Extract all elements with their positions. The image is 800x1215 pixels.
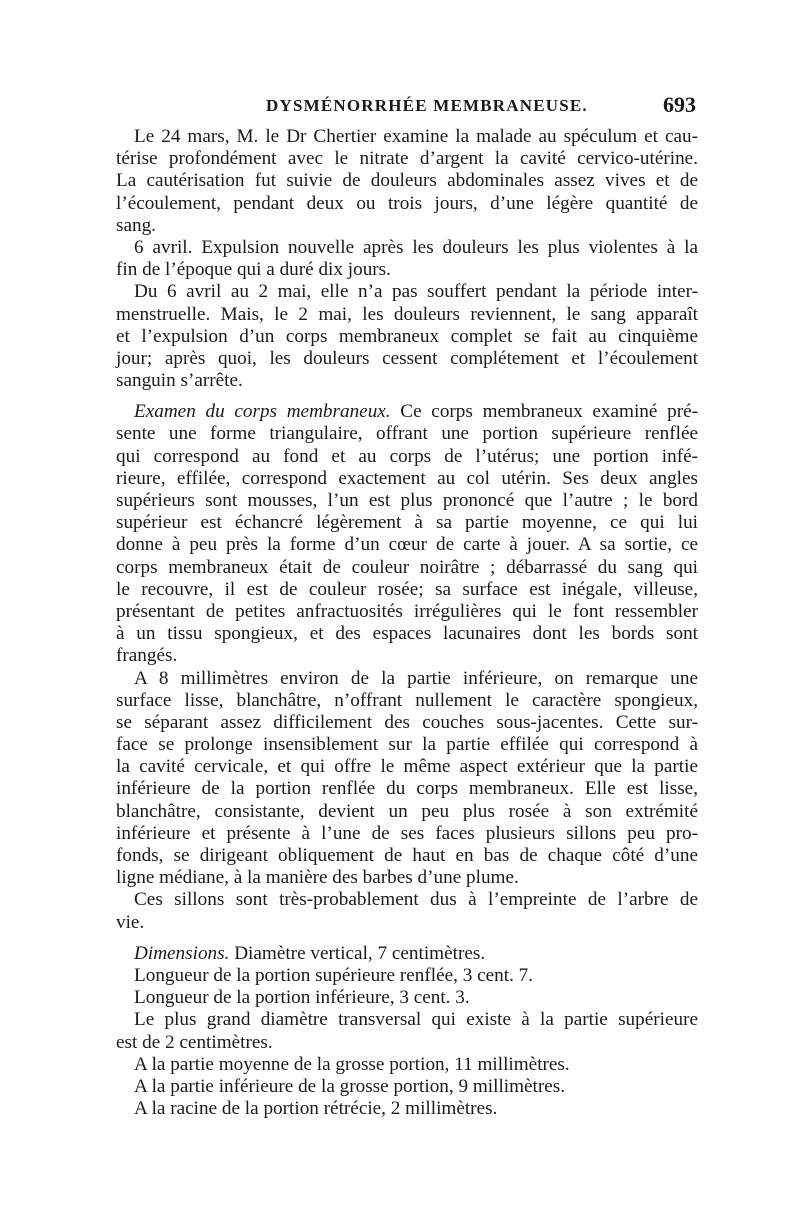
text-line: corps membraneux était de couleur noirâtre ; débarrassé du sang qui bbox=[116, 556, 698, 578]
text-line: qui correspond au fond et au corps de l’utérus; une portion infé- bbox=[116, 445, 698, 467]
text-line: sente une forme triangulaire, offrant une portion supérieure renflée bbox=[116, 423, 698, 445]
running-title: DYSMÉNORRHÉE MEMBRANEUSE. bbox=[266, 96, 588, 115]
text-line: Le 24 mars, M. le Dr Chertier examine la malade au spéculum et cau- bbox=[134, 126, 698, 147]
text-line: fin de l’époque qui a duré dix jours. bbox=[116, 259, 391, 281]
text-line: sang. bbox=[116, 214, 156, 236]
text-line: Longueur de la portion supérieure renflée, 3 cent. 7. bbox=[134, 964, 534, 986]
section-lead: Examen du corps membraneux. bbox=[134, 401, 391, 423]
paragraph-gap bbox=[116, 392, 698, 401]
text-line: Ces sillons sont très-probablement dus à l’empreinte de l’arbre de bbox=[134, 889, 698, 911]
text-line: donne à peu près la forme d’un cœur de carte à jouer. A sa sortie, ce bbox=[116, 534, 698, 556]
body-text bbox=[116, 126, 698, 1120]
text-line: blanchâtre, consistante, devient un peu plus rosée à son extrémité bbox=[116, 800, 698, 822]
text-line: frangés. bbox=[116, 645, 178, 667]
text-line: Le plus grand diamètre transversal qui existe à la partie supérieure bbox=[134, 1009, 698, 1031]
text-line: La cautérisation fut suivie de douleurs abdominales assez vives et de bbox=[116, 170, 698, 192]
text-line: supérieurs sont mousses, l’un est plus prononcé que l’autre ; le bord bbox=[116, 490, 698, 511]
text-line: Du 6 avril au 2 mai, elle n’a pas souffert pendant la période inter- bbox=[134, 281, 698, 303]
text-line: présentant de petites anfractuosités irrégulières qui le font ressembler bbox=[116, 600, 698, 622]
text-line: supérieur est échancré légèrement à sa partie moyenne, ce qui lui bbox=[116, 512, 698, 534]
paragraph-gap bbox=[116, 934, 698, 943]
text-line: A la partie moyenne de la grosse portion, 11 millimètres. bbox=[134, 1053, 570, 1075]
section-lead: Dimensions. bbox=[134, 942, 230, 964]
text-line: A la partie inférieure de la grosse portion, 9 millimètres. bbox=[134, 1075, 566, 1097]
text-line: jour; après quoi, les douleurs cessent complétement et l’écoulement bbox=[116, 347, 698, 369]
text-line: à un tissu spongieux, et des espaces lacunaires dont les bords sont bbox=[116, 623, 698, 645]
text-line bbox=[116, 943, 698, 965]
text-line: la cavité cervicale, et qui offre le même aspect extérieur que la partie bbox=[116, 756, 698, 778]
text-line: fonds, se dirigeant obliquement de haut en bas de chaque côté d’une bbox=[116, 845, 698, 866]
text-line: le recouvre, il est de couleur rosée; sa surface est inégale, villeuse, bbox=[116, 578, 698, 600]
text-line: menstruelle. Mais, le 2 mai, les douleurs reviennent, le sang apparaît bbox=[116, 303, 698, 325]
text-line: vie. bbox=[116, 911, 145, 933]
text-line: et l’expulsion d’un corps membraneux complet se fait au cinquième bbox=[116, 325, 698, 347]
text-line: l’écoulement, pendant deux ou trois jours, d’une légère quantité de bbox=[116, 192, 698, 214]
text-line: inférieure de la portion renflée du corps membraneux. Elle est lisse, bbox=[116, 778, 698, 800]
text-line: A la racine de la portion rétrécie, 2 millimètres. bbox=[134, 1098, 498, 1120]
text-line: se séparant assez difficilement des couches sous-jacentes. Cette sur- bbox=[116, 711, 698, 733]
text-line: 6 avril. Expulsion nouvelle après les douleurs les plus violentes à la bbox=[134, 236, 698, 258]
text-line: surface lisse, blanchâtre, n’offrant nullement le caractère spongieux, bbox=[116, 689, 698, 711]
text-line: rieure, effilée, correspond exactement au col utérin. Ses deux angles bbox=[116, 467, 698, 489]
text-run: Ce corps membraneux examiné pré- bbox=[390, 401, 698, 423]
text-line: inférieure et présente à l’une de ses faces plusieurs sillons peu pro- bbox=[116, 822, 698, 844]
text-run: Diamètre vertical, 7 centimètres. bbox=[229, 942, 486, 964]
text-line: face se prolonge insensiblement sur la partie effilée qui correspond à bbox=[116, 734, 698, 756]
text-line: est de 2 centimètres. bbox=[116, 1031, 273, 1053]
text-line: A 8 millimètres environ de la partie inférieure, on remarque une bbox=[134, 667, 698, 689]
text-line: ligne médiane, à la manière des barbes d’une plume. bbox=[116, 867, 519, 889]
text-line: sanguin s’arrête. bbox=[116, 370, 243, 392]
running-head bbox=[116, 92, 698, 124]
text-line: térise profondément avec le nitrate d’argent la cavité cervico-utérine. bbox=[116, 148, 698, 170]
text-line bbox=[116, 401, 698, 423]
text-line: Longueur de la portion inférieure, 3 cent. 3. bbox=[134, 987, 470, 1009]
page-number: 693 bbox=[663, 92, 696, 117]
